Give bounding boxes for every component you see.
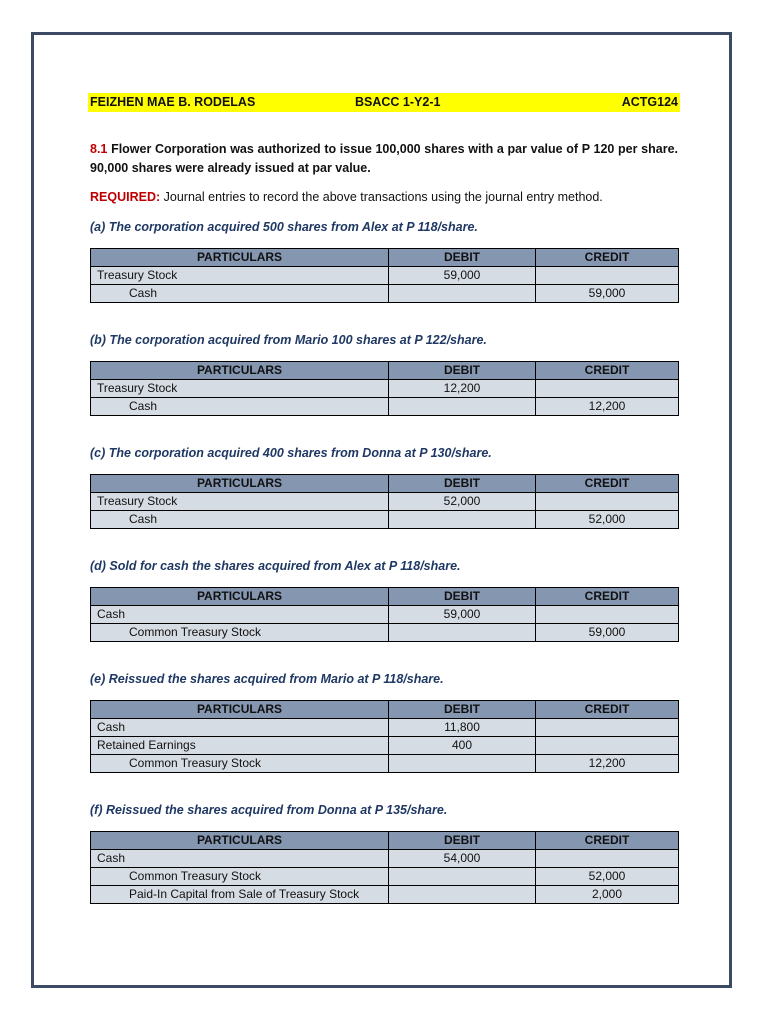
journal-table-f [90, 831, 679, 904]
problem-statement [90, 140, 678, 178]
question-e: (e) Reissued the shares acquired from Mario at P 118/share. [90, 672, 444, 686]
table-cell: 12,200 [536, 398, 679, 416]
table-cell [389, 755, 536, 773]
table-cell: 59,000 [389, 267, 536, 285]
student-name: FEIZHEN MAE B. RODELAS [90, 95, 256, 109]
col-particulars: PARTICULARS [91, 701, 389, 719]
col-debit: DEBIT [389, 475, 536, 493]
table-cell [389, 511, 536, 529]
journal-table-d [90, 587, 679, 642]
journal-table-e [90, 700, 679, 773]
table-row [91, 886, 679, 904]
table-row [91, 606, 679, 624]
table-cell: 12,200 [389, 380, 536, 398]
table-cell: Cash [91, 285, 389, 303]
table-cell [536, 380, 679, 398]
col-particulars: PARTICULARS [91, 475, 389, 493]
table-cell [536, 850, 679, 868]
col-debit: DEBIT [389, 249, 536, 267]
col-credit: CREDIT [536, 362, 679, 380]
table-cell: Treasury Stock [91, 493, 389, 511]
col-debit: DEBIT [389, 701, 536, 719]
table-cell [536, 267, 679, 285]
col-particulars: PARTICULARS [91, 832, 389, 850]
table-cell [389, 398, 536, 416]
journal-table-c [90, 474, 679, 529]
table-cell: 2,000 [536, 886, 679, 904]
table-cell [536, 737, 679, 755]
required-instruction [90, 188, 678, 207]
table-row [91, 624, 679, 642]
table-cell: Cash [91, 398, 389, 416]
table-cell: 400 [389, 737, 536, 755]
table-cell [536, 719, 679, 737]
question-c: (c) The corporation acquired 400 shares from Donna at P 130/share. [90, 446, 492, 460]
problem-text: Flower Corporation was authorized to issue 100,000 shares with a par value of P 120 per share. 90,000 shares were already issued at par value. [90, 142, 678, 175]
table-cell: Cash [91, 511, 389, 529]
col-debit: DEBIT [389, 832, 536, 850]
table-cell: 52,000 [536, 511, 679, 529]
table-cell: Treasury Stock [91, 380, 389, 398]
table-row [91, 737, 679, 755]
col-credit: CREDIT [536, 701, 679, 719]
problem-number: 8.1 [90, 142, 108, 156]
question-a: (a) The corporation acquired 500 shares from Alex at P 118/share. [90, 220, 478, 234]
table-row [91, 511, 679, 529]
col-particulars: PARTICULARS [91, 588, 389, 606]
table-row [91, 868, 679, 886]
journal-table-a [90, 248, 679, 303]
table-row [91, 719, 679, 737]
table-row [91, 850, 679, 868]
table-cell: Treasury Stock [91, 267, 389, 285]
table-cell: 59,000 [389, 606, 536, 624]
table-row [91, 755, 679, 773]
table-cell: Paid-In Capital from Sale of Treasury Stock [91, 886, 389, 904]
question-d: (d) Sold for cash the shares acquired from Alex at P 118/share. [90, 559, 461, 573]
table-cell: 54,000 [389, 850, 536, 868]
table-cell: 12,200 [536, 755, 679, 773]
col-credit: CREDIT [536, 249, 679, 267]
col-credit: CREDIT [536, 832, 679, 850]
question-f: (f) Reissued the shares acquired from Donna at P 135/share. [90, 803, 448, 817]
table-cell: Common Treasury Stock [91, 624, 389, 642]
table-cell [536, 493, 679, 511]
table-row [91, 398, 679, 416]
table-cell: Retained Earnings [91, 737, 389, 755]
required-text: Journal entries to record the above transactions using the journal entry method. [163, 190, 603, 204]
col-particulars: PARTICULARS [91, 249, 389, 267]
course-section: BSACC 1-Y2-1 [355, 95, 441, 109]
col-debit: DEBIT [389, 362, 536, 380]
table-row [91, 285, 679, 303]
required-label: REQUIRED: [90, 190, 161, 204]
table-cell: Cash [91, 606, 389, 624]
question-b: (b) The corporation acquired from Mario 100 shares at P 122/share. [90, 333, 487, 347]
table-cell: Common Treasury Stock [91, 868, 389, 886]
table-cell: 52,000 [536, 868, 679, 886]
table-cell: 11,800 [389, 719, 536, 737]
table-cell: Common Treasury Stock [91, 755, 389, 773]
table-cell [389, 285, 536, 303]
table-cell [389, 624, 536, 642]
table-row [91, 493, 679, 511]
table-row [91, 380, 679, 398]
student-header [88, 93, 680, 112]
table-cell [389, 868, 536, 886]
col-credit: CREDIT [536, 588, 679, 606]
table-cell: Cash [91, 719, 389, 737]
table-cell [389, 886, 536, 904]
table-row [91, 267, 679, 285]
table-cell: 52,000 [389, 493, 536, 511]
col-credit: CREDIT [536, 475, 679, 493]
journal-table-b [90, 361, 679, 416]
col-particulars: PARTICULARS [91, 362, 389, 380]
table-cell: Cash [91, 850, 389, 868]
table-cell [536, 606, 679, 624]
course-code: ACTG124 [621, 95, 678, 109]
col-debit: DEBIT [389, 588, 536, 606]
table-cell: 59,000 [536, 285, 679, 303]
table-cell: 59,000 [536, 624, 679, 642]
